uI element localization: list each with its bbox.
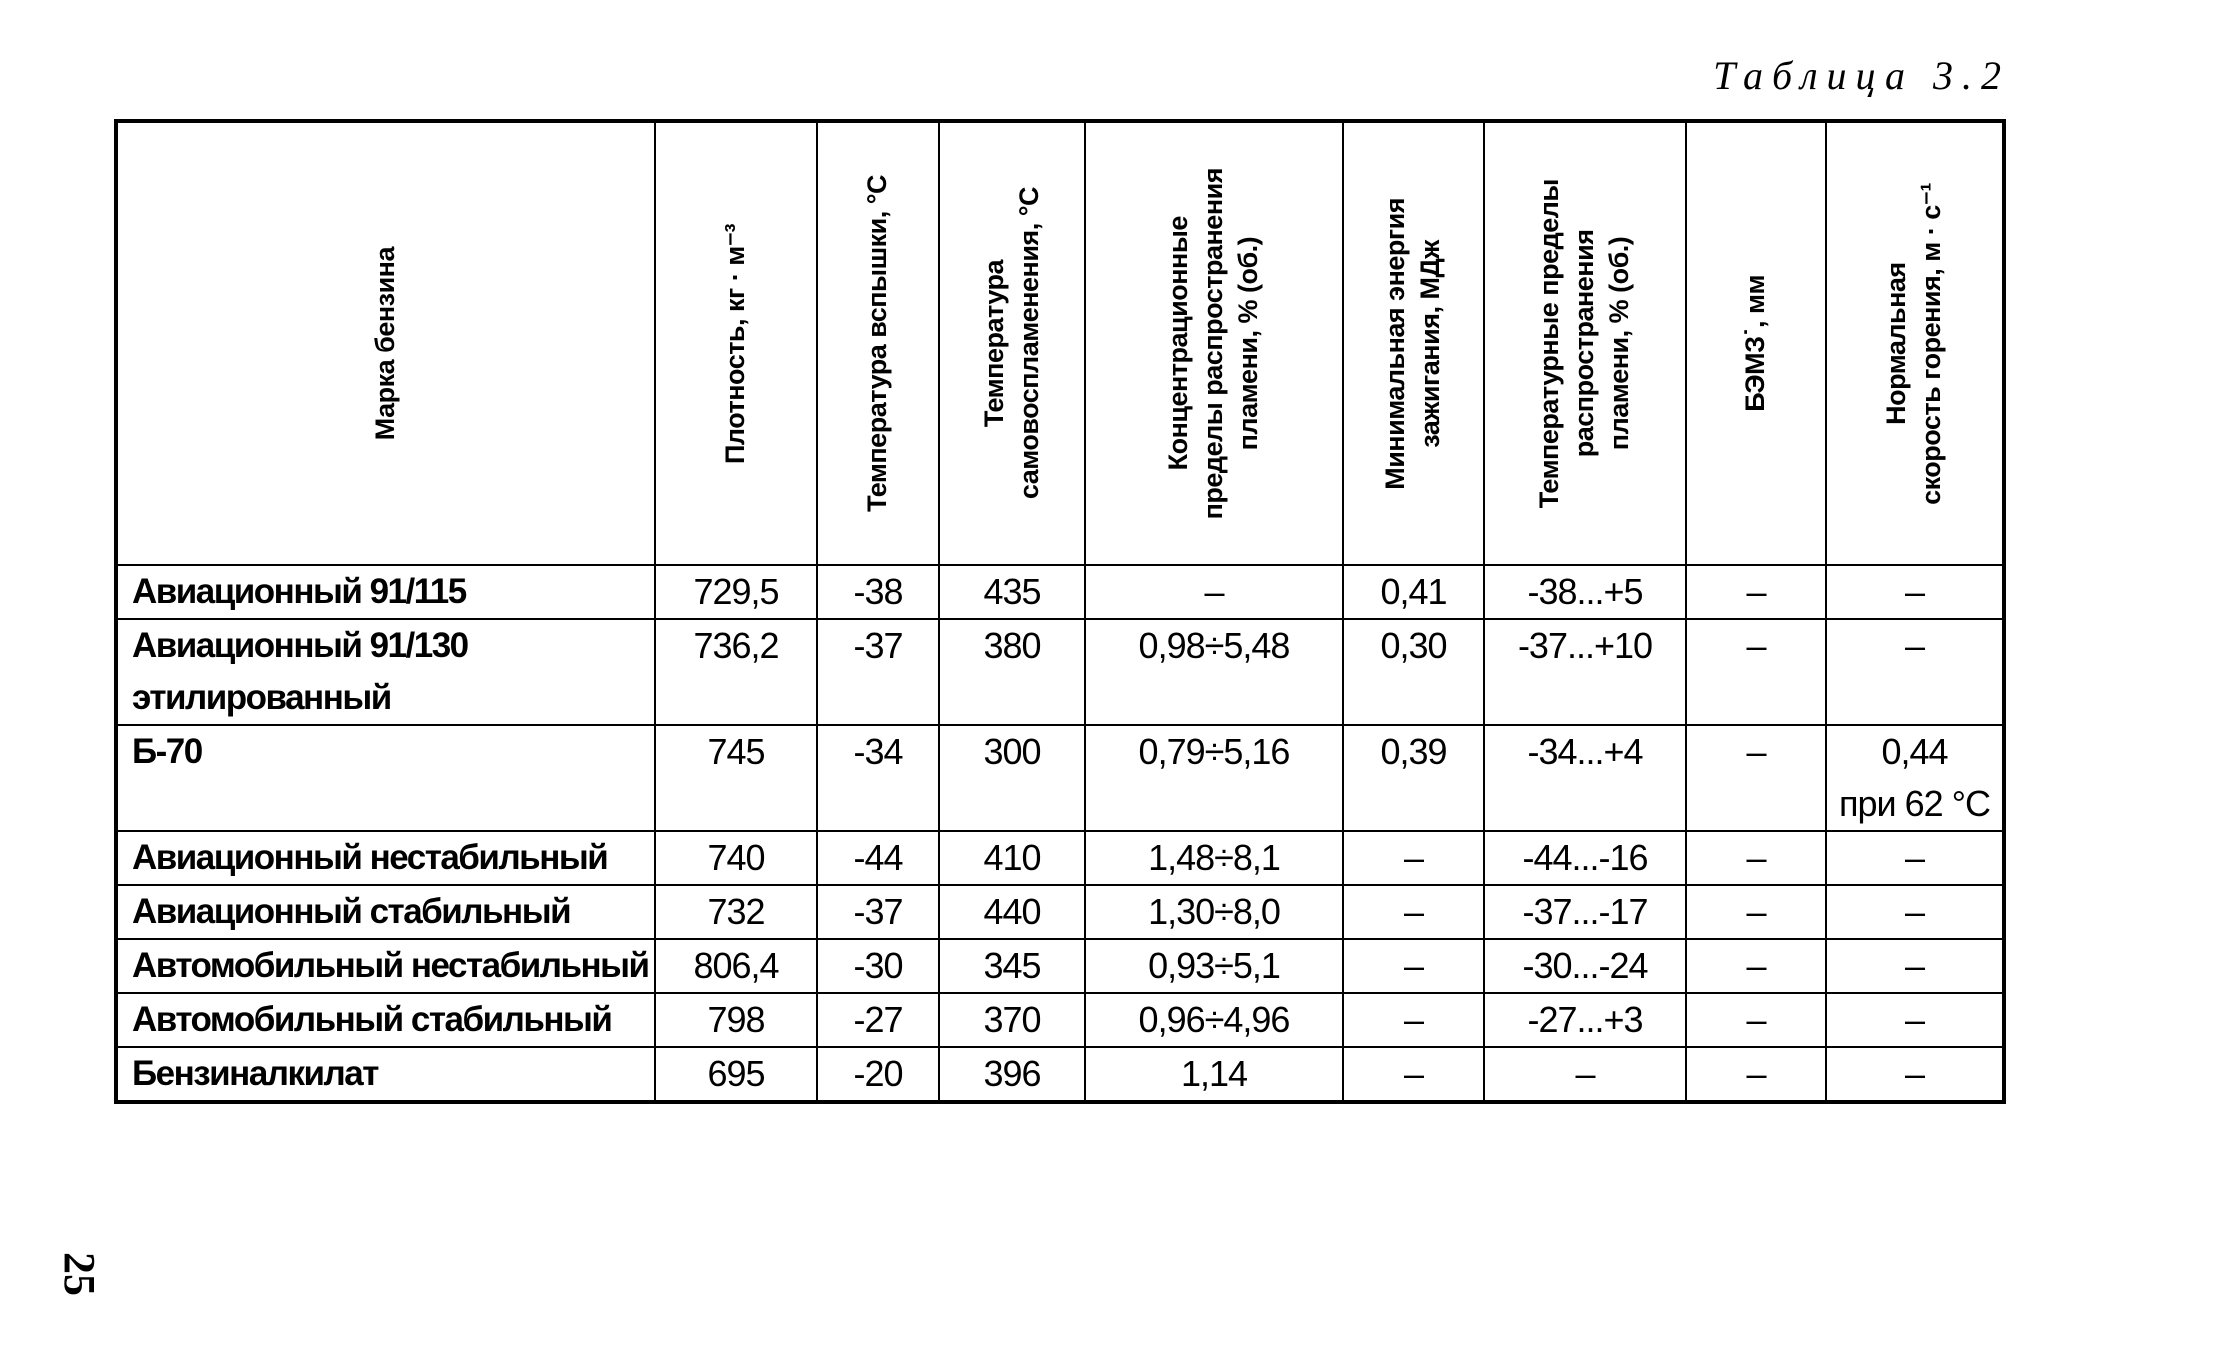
header-cell [1686,121,1826,565]
value-cell: -37...-17 [1484,885,1686,939]
header-cell [655,121,817,565]
value-cell: 0,79÷5,16 [1085,725,1343,831]
value-cell: – [1343,831,1484,885]
value-cell: 0,39 [1343,725,1484,831]
value-cell: 798 [655,993,817,1047]
header-cell [116,121,655,565]
table-caption: Таблица 3.2 [1713,53,2010,98]
table-row [116,619,2004,725]
header-cell [1484,121,1686,565]
table-row [116,885,2004,939]
value-cell: -27...+3 [1484,993,1686,1047]
value-cell: – [1826,993,2004,1047]
brand-cell: Авиационный 91/115 [116,565,655,619]
value-cell: 736,2 [655,619,817,725]
value-cell: – [1085,565,1343,619]
value-cell: – [1686,939,1826,993]
table-row [116,939,2004,993]
value-cell: 300 [939,725,1085,831]
value-cell: – [1343,885,1484,939]
value-cell: 745 [655,725,817,831]
page-number: 25 [55,1252,105,1296]
table-row [116,831,2004,885]
value-cell: – [1343,939,1484,993]
value-cell: 1,14 [1085,1047,1343,1102]
table-row [116,725,2004,831]
value-cell: – [1686,1047,1826,1102]
value-cell: -34 [817,725,939,831]
value-cell: – [1826,619,2004,725]
value-cell: 0,44 при 62 °С [1826,725,2004,831]
value-cell: -27 [817,993,939,1047]
header-temperature-limits: Температурные пределы распространения пламени, % (об.) [1534,178,1635,509]
value-cell: – [1343,1047,1484,1102]
value-cell: – [1686,831,1826,885]
header-row [116,121,2004,565]
brand-cell: Авиационный нестабильный [116,831,655,885]
value-cell: -34...+4 [1484,725,1686,831]
value-cell: -38 [817,565,939,619]
value-cell: 0,41 [1343,565,1484,619]
header-cell [817,121,939,565]
value-cell: – [1826,831,2004,885]
brand-cell: Автомобильный стабильный [116,993,655,1047]
value-cell: – [1484,1047,1686,1102]
value-cell: 435 [939,565,1085,619]
value-cell: 1,48÷8,1 [1085,831,1343,885]
value-cell: 370 [939,993,1085,1047]
header-density: Плотность, кг · м⁻³ [720,223,751,464]
value-cell: -30...-24 [1484,939,1686,993]
value-cell: -44 [817,831,939,885]
value-cell: – [1826,885,2004,939]
value-cell: – [1686,885,1826,939]
value-cell: – [1686,565,1826,619]
value-cell: 729,5 [655,565,817,619]
value-cell: 1,30÷8,0 [1085,885,1343,939]
value-cell: 732 [655,885,817,939]
value-cell: 396 [939,1047,1085,1102]
table-row [116,1047,2004,1102]
value-cell: -37 [817,885,939,939]
value-cell: 440 [939,885,1085,939]
value-cell: – [1826,565,2004,619]
value-cell: -37 [817,619,939,725]
header-brand: Марка бензина [370,246,401,441]
value-cell: – [1686,993,1826,1047]
table-row [116,993,2004,1047]
gasoline-properties-table [114,119,2006,1104]
value-cell: – [1826,939,2004,993]
brand-cell: Авиационный стабильный [116,885,655,939]
table-row [116,565,2004,619]
value-cell: 345 [939,939,1085,993]
header-flash-point: Температура вспышки, °С [862,175,893,512]
header-cell [1085,121,1343,565]
value-cell: – [1686,619,1826,725]
header-burning-velocity: Нормальная скорость горения, м · с⁻¹ [1881,182,1947,505]
value-cell: 380 [939,619,1085,725]
header-cell [1826,121,2004,565]
value-cell: -44...-16 [1484,831,1686,885]
value-cell: 740 [655,831,817,885]
value-cell: -30 [817,939,939,993]
header-bemz: БЭМЗ˙, мм [1740,275,1771,412]
header-cell [939,121,1085,565]
brand-cell: Авиационный 91/130 этилированный [116,619,655,725]
header-ignition-energy: Минимальная энергия зажигания, МДж [1380,197,1446,490]
value-cell: 806,4 [655,939,817,993]
value-cell: 695 [655,1047,817,1102]
value-cell: -37...+10 [1484,619,1686,725]
value-cell: – [1343,993,1484,1047]
value-cell: 410 [939,831,1085,885]
brand-cell: Автомобильный нестабильный [116,939,655,993]
value-cell: -20 [817,1047,939,1102]
value-cell: – [1686,725,1826,831]
header-concentration-limits: Концентрационные пределы распространения пламени, % (об.) [1163,167,1264,520]
brand-cell: Бензиналкилат [116,1047,655,1102]
brand-cell: Б-70 [116,725,655,831]
value-cell: – [1826,1047,2004,1102]
header-cell [1343,121,1484,565]
value-cell: 0,30 [1343,619,1484,725]
value-cell: 0,93÷5,1 [1085,939,1343,993]
value-cell: 0,98÷5,48 [1085,619,1343,725]
value-cell: -38...+5 [1484,565,1686,619]
header-autoignition: Температура самовоспламенения, °С [978,187,1044,500]
value-cell: 0,96÷4,96 [1085,993,1343,1047]
